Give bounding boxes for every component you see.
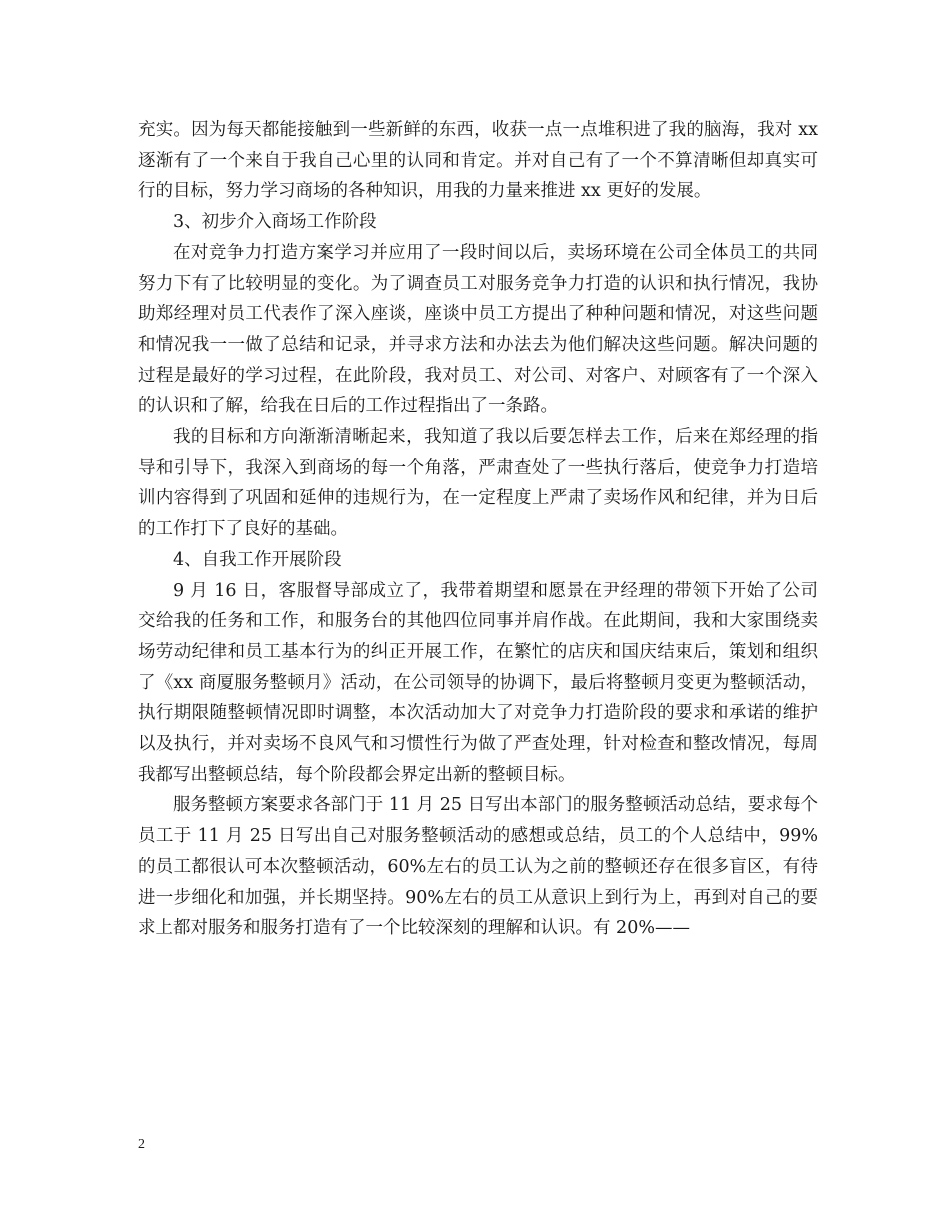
document-body — [138, 115, 818, 944]
section-heading-4: 4、自我工作开展阶段 — [173, 549, 342, 570]
paragraph-continued: 充实。因为每天都能接触到一些新鲜的东西，收获一点一点堆积进了我的脑海，我对 xx 逐渐有了一个来自于我自己心里的认同和肯定。并对自己有了一个不算清晰但却真实可行的目标，努力学习商场的各种知识，用我的力量来推进 xx 更好的发展。 — [138, 120, 818, 202]
page-number: 2 — [138, 1137, 145, 1152]
paragraph: 服务整顿方案要求各部门于 11 月 25 日写出本部门的服务整顿活动总结，要求每个员工于 11 月 25 日写出自己对服务整顿活动的感想或总结，员工的个人总结中，99%的员工都很认可本次整顿活动，60%左右的员工认为之前的整顿还存在很多盲区，有待进一步细化和加强，并长期坚持。90%左右的员工从意识上到行为上，再到对自己的要求上都对服务和服务打造有了一个比较深刻的理解和认识。有 20%—— — [138, 795, 818, 939]
section-heading-3: 3、初步介入商场工作阶段 — [173, 212, 377, 233]
paragraph: 在对竞争力打造方案学习并应用了一段时间以后，卖场环境在公司全体员工的共同努力下有了比较明显的变化。为了调查员工对服务竞争力打造的认识和执行情况，我协助郑经理对员工代表作了深入座谈，座谈中员工方提出了种种问题和情况，对这些问题和情况我一一做了总结和记录，并寻求方法和办法去为他们解决这些问题。解决问题的过程是最好的学习过程，在此阶段，我对员工、对公司、对客户、对顾客有了一个深入的认识和了解，给我在日后的工作过程指出了一条路。 — [138, 242, 818, 417]
paragraph: 我的目标和方向渐渐清晰起来，我知道了我以后要怎样去工作，后来在郑经理的指导和引导下，我深入到商场的每一个角落，严肃查处了一些执行落后，使竞争力打造培训内容得到了巩固和延伸的违规行为，在一定程度上严肃了卖场作风和纪律，并为日后的工作打下了良好的基础。 — [138, 427, 818, 540]
paragraph: 9 月 16 日，客服督导部成立了，我带着期望和愿景在尹经理的带领下开始了公司交给我的任务和工作，和服务台的其他四位同事并肩作战。在此期间，我和大家围绕卖场劳动纪律和员工基本行为的纠正开展工作，在繁忙的店庆和国庆结束后，策划和组织了《xx 商厦服务整顿月》活动，在公司领导的协调下，最后将整顿月变更为整顿活动，执行期限随整顿情况即时调整，本次活动加大了对竞争力打造阶段的要求和承诺的维护以及执行，并对卖场不良风气和习惯性行为做了严查处理，针对检查和整改情况，每周我都写出整顿总结，每个阶段都会界定出新的整顿目标。 — [138, 580, 818, 785]
